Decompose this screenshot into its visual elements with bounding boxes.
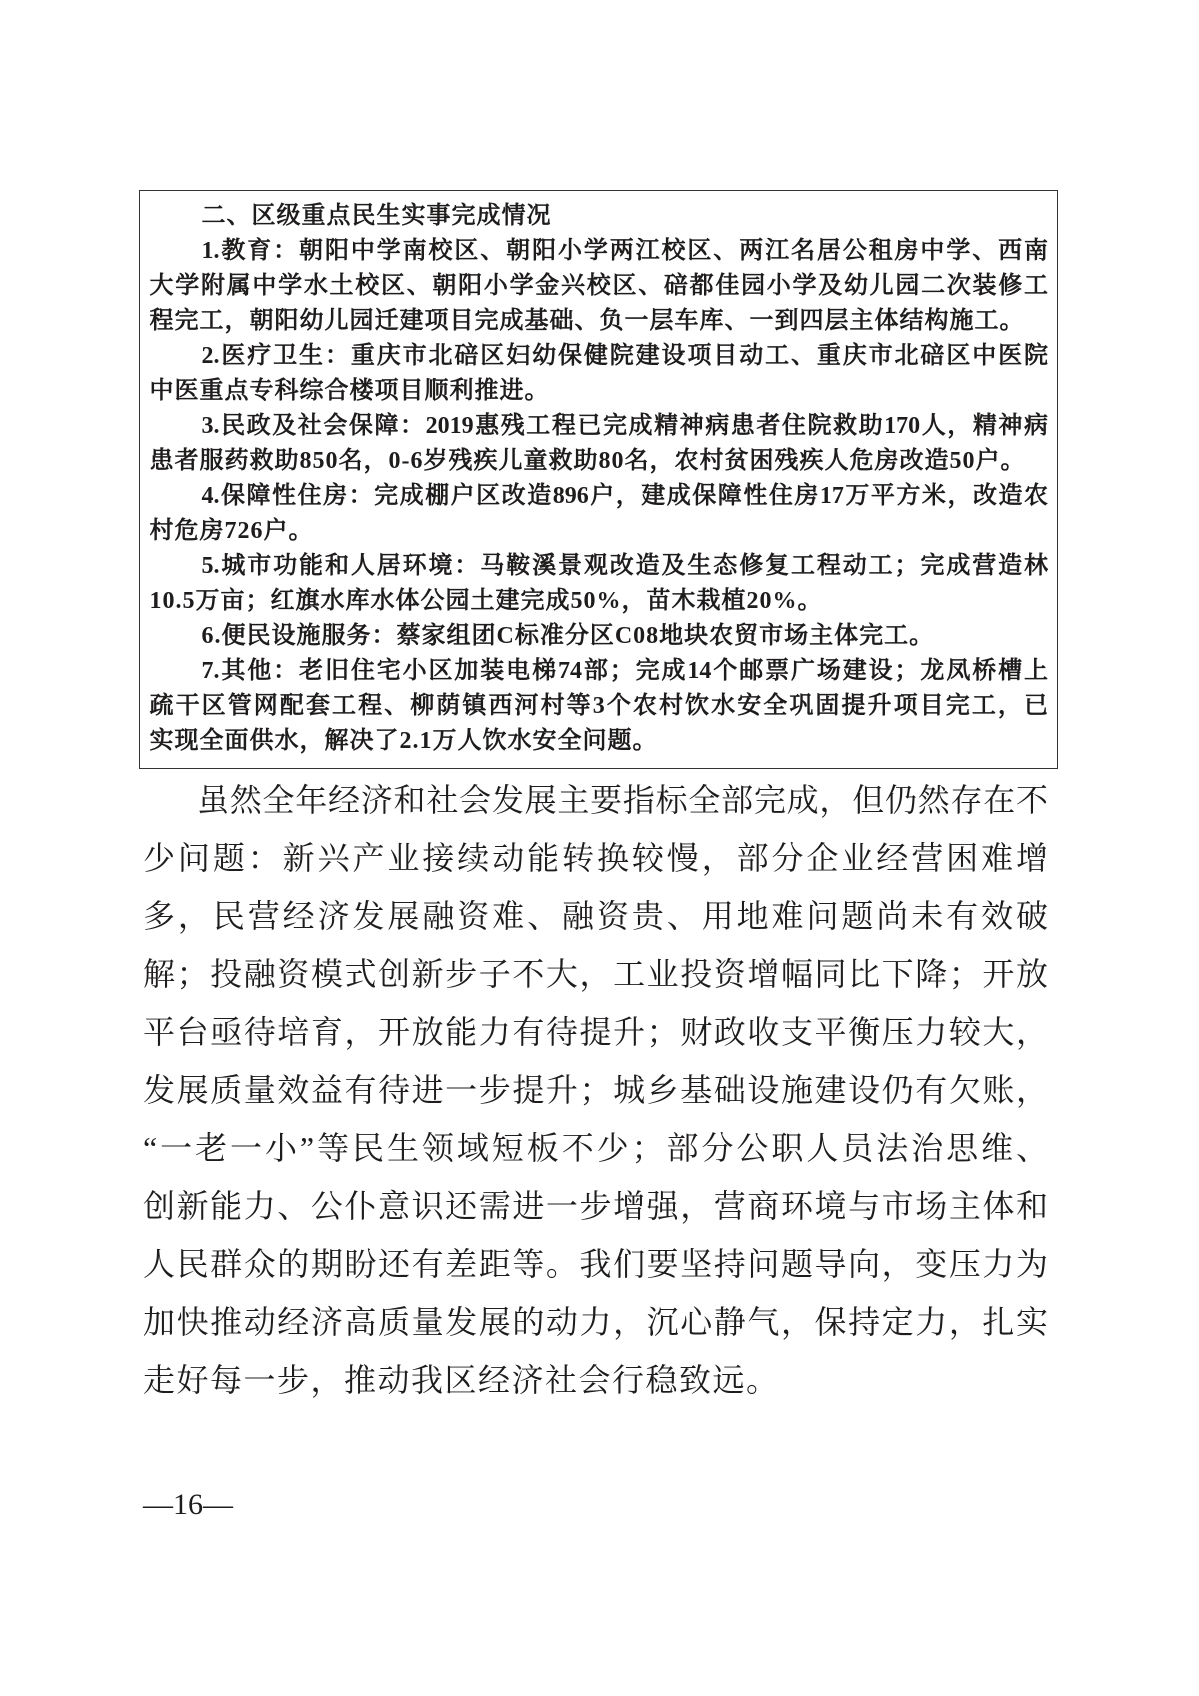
- body-paragraph: [143, 771, 1048, 1409]
- box-item-other-line: 实现全面供水，解决了2.1万人饮水安全问题。: [149, 728, 658, 754]
- box-item-urban-environment-line: 10.5万亩；红旗水库水体公园土建完成50%，苗木栽植20%。: [149, 588, 823, 614]
- body-line: 人民群众的期盼还有差距等。我们要坚持问题导向，变压力为: [143, 1246, 1048, 1282]
- box-item-facilities-line: 6.便民设施服务：蔡家组团C标准分区C08地块农贸市场主体完工。: [201, 623, 935, 649]
- box-item-civil-affairs-line: 患者服药救助850名，0-6岁残疾儿童救助80名，农村贫困残疾人危房改造50户。: [149, 448, 1026, 474]
- body-line: 解；投融资模式创新步子不大，工业投资增幅同比下降；开放: [143, 956, 1048, 992]
- box-heading: 二、区级重点民生实事完成情况: [201, 203, 552, 229]
- box-item-medical-line: 中医重点专科综合楼项目顺利推进。: [149, 378, 550, 404]
- body-line: 加快推动经济高质量发展的动力，沉心静气，保持定力，扎实: [143, 1304, 1048, 1340]
- body-line: “一老一小”等民生领域短板不少；部分公职人员法治思维、: [143, 1130, 1048, 1166]
- livelihood-projects-box: [139, 190, 1058, 769]
- box-item-medical-line: 2.医疗卫生：重庆市北碚区妇幼保健院建设项目动工、重庆市北碚区中医院: [201, 343, 1048, 369]
- body-line: 平台亟待培育，开放能力有待提升；财政收支平衡压力较大，: [143, 1014, 1048, 1050]
- page-number: —16—: [143, 1488, 233, 1521]
- box-item-education-line: 大学附属中学水土校区、朝阳小学金兴校区、碚都佳园小学及幼儿园二次装修工: [149, 273, 1048, 299]
- box-item-urban-environment-line: 5.城市功能和人居环境：马鞍溪景观改造及生态修复工程动工；完成营造林: [201, 553, 1048, 579]
- body-line: 发展质量效益有待进一步提升；城乡基础设施建设仍有欠账，: [143, 1072, 1048, 1108]
- body-line: 多，民营经济发展融资难、融资贵、用地难问题尚未有效破: [143, 898, 1048, 934]
- box-item-housing-line: 4.保障性住房：完成棚户区改造896户，建成保障性住房17万平方米，改造农: [201, 483, 1048, 509]
- box-item-education-line: 程完工，朝阳幼儿园迁建项目完成基础、负一层车库、一到四层主体结构施工。: [149, 308, 1025, 334]
- box-item-education-line: 1.教育：朝阳中学南校区、朝阳小学两江校区、两江名居公租房中学、西南: [201, 238, 1048, 264]
- box-item-other-line: 7.其他：老旧住宅小区加装电梯74部；完成14个邮票广场建设；龙凤桥槽上: [201, 658, 1048, 684]
- box-item-civil-affairs-line: 3.民政及社会保障：2019惠残工程已完成精神病患者住院救助170人，精神病: [201, 413, 1048, 439]
- box-item-housing-line: 村危房726户。: [149, 518, 314, 544]
- box-item-other-line: 疏干区管网配套工程、柳荫镇西河村等3个农村饮水安全巩固提升项目完工，已: [149, 693, 1048, 719]
- body-line: 虽然全年经济和社会发展主要指标全部完成，但仍然存在不: [197, 782, 1048, 818]
- body-line: 创新能力、公仆意识还需进一步增强，营商环境与市场主体和: [143, 1188, 1048, 1224]
- body-line: 走好每一步，推动我区经济社会行稳致远。: [143, 1362, 780, 1398]
- body-line: 少问题：新兴产业接续动能转换较慢，部分企业经营困难增: [143, 840, 1048, 876]
